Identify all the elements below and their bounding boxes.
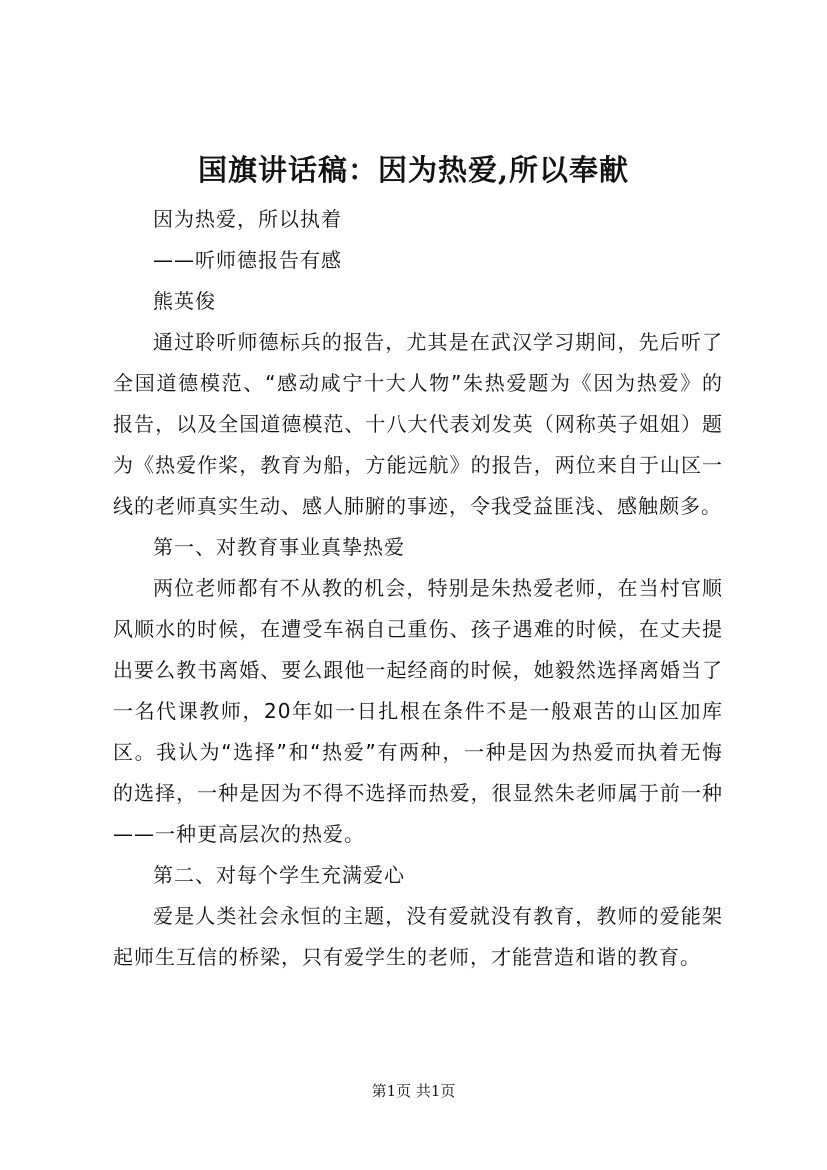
body-paragraph: 爱是人类社会永恒的主题，没有爱就没有教育，教师的爱能架起师生互信的桥梁，只有爱学生的老师，才能营造和谐的教育。: [113, 904, 723, 969]
section-heading: 第一、对教育事业真挚热爱: [153, 535, 405, 559]
section-heading: 第二、对每个学生充满爱心: [153, 863, 405, 887]
body-paragraph: 两位老师都有不从教的机会，特别是朱热爱老师，在当村官顺风顺水的时候，在遭受车祸自己重伤、孩子遇难的时候，在丈夫提出要么教书离婚、要么跟他一起经商的时候，她毅然选择离婚当了一名代课教师，20年如一日扎根在条件不是一般艰苦的山区加库区。我认为“选择”和“热爱”有两种，一种是因为热爱而执着无悔的选择，一种是因为不得不选择而热爱，很显然朱老师属于前一种——一种更高层次的热爱。: [113, 576, 723, 846]
document-body: [113, 199, 723, 978]
body-paragraph: 通过聆听师德标兵的报告，尤其是在武汉学习期间，先后听了全国道德模范、“感动咸宁十大人物”朱热爱题为《因为热爱》的报告，以及全国道德模范、十八大代表刘发英（网称英子姐姐）题为《热爱作桨，教育为船，方能远航》的报告，两位来自于山区一线的老师真实生动、感人肺腑的事迹，令我受益匪浅、感触颇多。: [113, 330, 723, 518]
author: 熊英俊: [153, 289, 216, 313]
page-footer: 第1页 共1页: [371, 1082, 456, 1100]
subtitle: 因为热爱，所以执着: [153, 207, 342, 231]
document-title: 国旗讲话稿：因为热爱,所以奉献: [197, 153, 630, 187]
subtitle-note: ——听师德报告有感: [153, 248, 342, 272]
